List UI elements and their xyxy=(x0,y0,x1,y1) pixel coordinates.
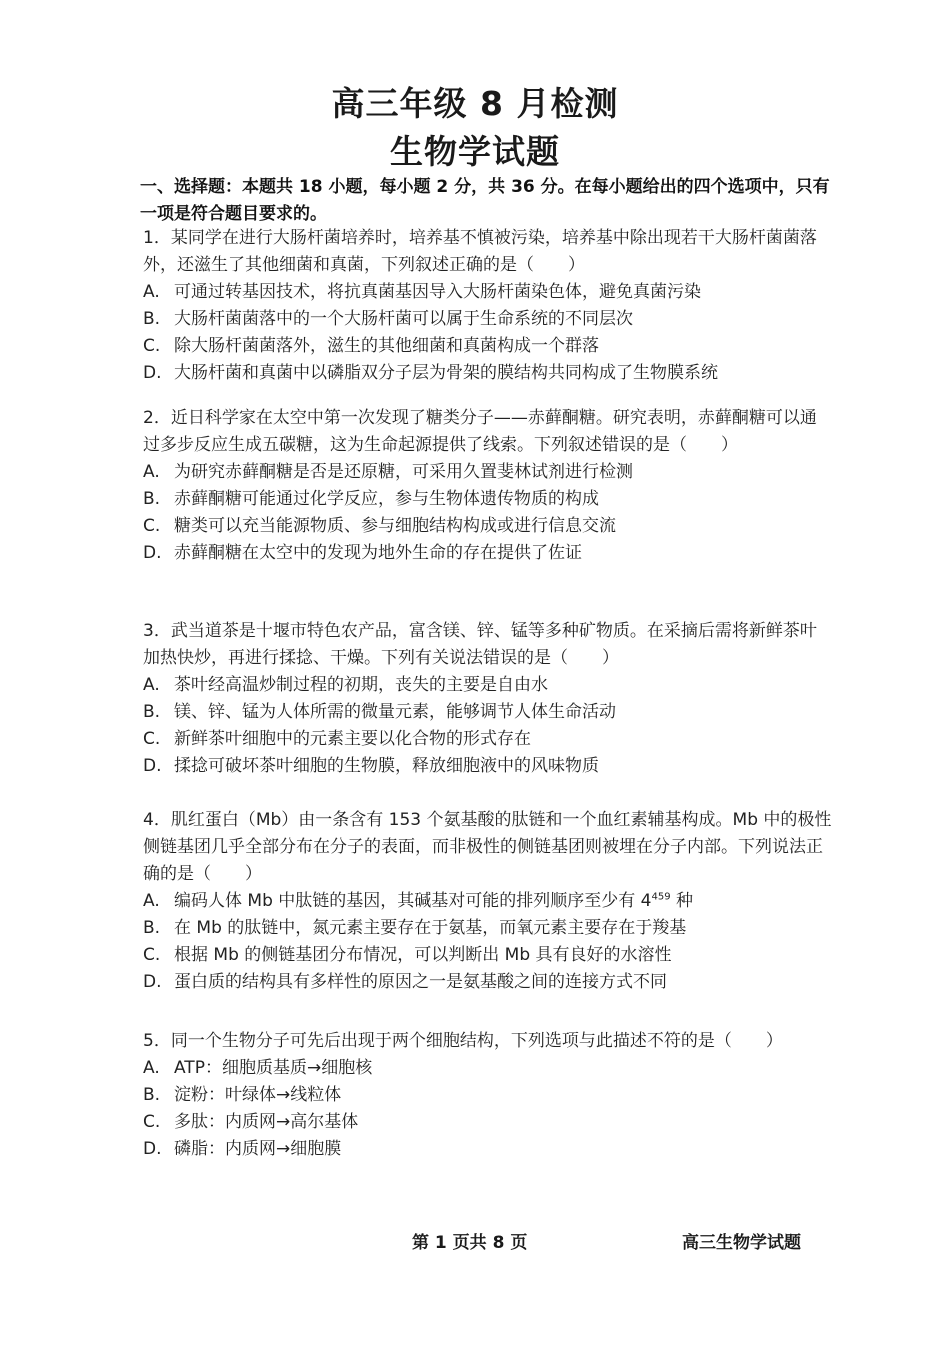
question-5 xyxy=(143,1028,833,1163)
option-b xyxy=(143,486,833,513)
option-a xyxy=(143,459,833,486)
exam-subject-title: 生物学试题 xyxy=(390,132,560,171)
option-letter: A. xyxy=(143,282,160,302)
question-stem: 2．近日科学家在太空中第一次发现了糖类分子——赤藓酮糖。研究表明，赤藓酮糖可以通过多步反应生成五碳糖，这为生命起源提供了线索。下列叙述错误的是（ ） xyxy=(143,408,817,455)
option-d xyxy=(143,360,833,387)
option-b xyxy=(143,915,833,942)
option-text: 编码人体 Mb 中肽链的基因，其碱基对可能的排列顺序至少有 4 xyxy=(174,891,652,911)
option-text: 蛋白质的结构具有多样性的原因之一是氨基酸之间的连接方式不同 xyxy=(174,972,667,992)
option-text: 新鲜茶叶细胞中的元素主要以化合物的形式存在 xyxy=(174,729,531,749)
option-letter: B. xyxy=(143,702,161,722)
option-c xyxy=(143,726,833,753)
option-letter: A. xyxy=(143,462,160,482)
option-b xyxy=(143,306,833,333)
option-d xyxy=(143,1136,833,1163)
option-letter: C. xyxy=(143,729,161,749)
option-letter: C. xyxy=(143,336,161,356)
option-letter: C. xyxy=(143,945,161,965)
option-text: 揉捻可破坏茶叶细胞的生物膜，释放细胞液中的风味物质 xyxy=(174,756,599,776)
option-b xyxy=(143,1082,833,1109)
question-4 xyxy=(143,807,833,996)
option-letter: B. xyxy=(143,489,161,509)
question-2 xyxy=(143,405,833,567)
option-text: 磷脂：内质网→细胞膜 xyxy=(174,1139,342,1159)
question-stem: 1．某同学在进行大肠杆菌培养时，培养基不慎被污染，培养基中除出现若干大肠杆菌菌落外，还滋生了其他细菌和真菌，下列叙述正确的是（ ） xyxy=(143,228,817,275)
option-text: 大肠杆菌菌落中的一个大肠杆菌可以属于生命系统的不同层次 xyxy=(174,309,633,329)
option-text: 除大肠杆菌菌落外，滋生的其他细菌和真菌构成一个群落 xyxy=(174,336,599,356)
option-c xyxy=(143,942,833,969)
question-stem: 5．同一个生物分子可先后出现于两个细胞结构，下列选项与此描述不符的是（ ） xyxy=(143,1031,783,1051)
option-d xyxy=(143,540,833,567)
option-b xyxy=(143,699,833,726)
option-text: 淀粉：叶绿体→线粒体 xyxy=(174,1085,342,1105)
option-text: 在 Mb 的肽链中，氮元素主要存在于氨基，而氧元素主要存在于羧基 xyxy=(174,918,687,938)
option-a xyxy=(143,888,833,915)
option-c xyxy=(143,333,833,360)
option-letter: B. xyxy=(143,309,161,329)
option-letter: D. xyxy=(143,972,162,992)
page-number: 第 1 页共 8 页 xyxy=(412,1233,528,1253)
option-text: 多肽：内质网→高尔基体 xyxy=(174,1112,359,1132)
option-text: 可通过转基因技术，将抗真菌基因导入大肠杆菌染色体，避免真菌污染 xyxy=(174,282,701,302)
exponent: 459 xyxy=(651,891,671,903)
option-text: 大肠杆菌和真菌中以磷脂双分子层为骨架的膜结构共同构成了生物膜系统 xyxy=(174,363,718,383)
option-letter: A. xyxy=(143,675,160,695)
option-letter: D. xyxy=(143,756,162,776)
section-instruction: 一、选择题：本题共 18 小题，每小题 2 分，共 36 分。在每小题给出的四个选项中，只有一项是符合题目要求的。 xyxy=(140,177,830,224)
option-letter: D. xyxy=(143,543,162,563)
option-letter: D. xyxy=(143,1139,162,1159)
option-d xyxy=(143,969,833,996)
option-text: 根据 Mb 的侧链基团分布情况，可以判断出 Mb 具有良好的水溶性 xyxy=(174,945,672,965)
option-letter: C. xyxy=(143,1112,161,1132)
option-a xyxy=(143,672,833,699)
option-c xyxy=(143,513,833,540)
option-letter: A. xyxy=(143,891,160,911)
option-text: 镁、锌、锰为人体所需的微量元素，能够调节人体生命活动 xyxy=(174,702,616,722)
option-letter: B. xyxy=(143,1085,161,1105)
option-letter: A. xyxy=(143,1058,160,1078)
option-text: 赤藓酮糖在太空中的发现为地外生命的存在提供了佐证 xyxy=(174,543,582,563)
option-text-tail: 种 xyxy=(670,891,693,911)
option-text: 赤藓酮糖可能通过化学反应，参与生物体遗传物质的构成 xyxy=(174,489,599,509)
question-stem: 3．武当道茶是十堰市特色农产品，富含镁、锌、锰等多种矿物质。在采摘后需将新鲜茶叶加热快炒，再进行揉捻、干燥。下列有关说法错误的是（ ） xyxy=(143,621,817,668)
question-3 xyxy=(143,618,833,780)
option-letter: D. xyxy=(143,363,162,383)
option-letter: B. xyxy=(143,918,161,938)
footer-doc-name: 高三生物学试题 xyxy=(682,1233,801,1253)
option-text: 为研究赤藓酮糖是否是还原糖，可采用久置斐林试剂进行检测 xyxy=(174,462,633,482)
option-c xyxy=(143,1109,833,1136)
option-d xyxy=(143,753,833,780)
option-text: 糖类可以充当能源物质、参与细胞结构构成或进行信息交流 xyxy=(174,516,616,536)
question-stem: 4．肌红蛋白（Mb）由一条含有 153 个氨基酸的肽链和一个血红素辅基构成。Mb 中的极性侧链基团几乎全部分布在分子的表面，而非极性的侧链基团则被埋在分子内部。下列说法正确的是（ ） xyxy=(143,810,832,884)
option-a xyxy=(143,279,833,306)
exam-title: 高三年级 8 月检测 xyxy=(331,84,619,123)
option-letter: C. xyxy=(143,516,161,536)
question-1 xyxy=(143,225,833,387)
option-text: 茶叶经高温炒制过程的初期，丧失的主要是自由水 xyxy=(174,675,548,695)
option-text: ATP：细胞质基质→细胞核 xyxy=(174,1058,373,1078)
option-a xyxy=(143,1055,833,1082)
